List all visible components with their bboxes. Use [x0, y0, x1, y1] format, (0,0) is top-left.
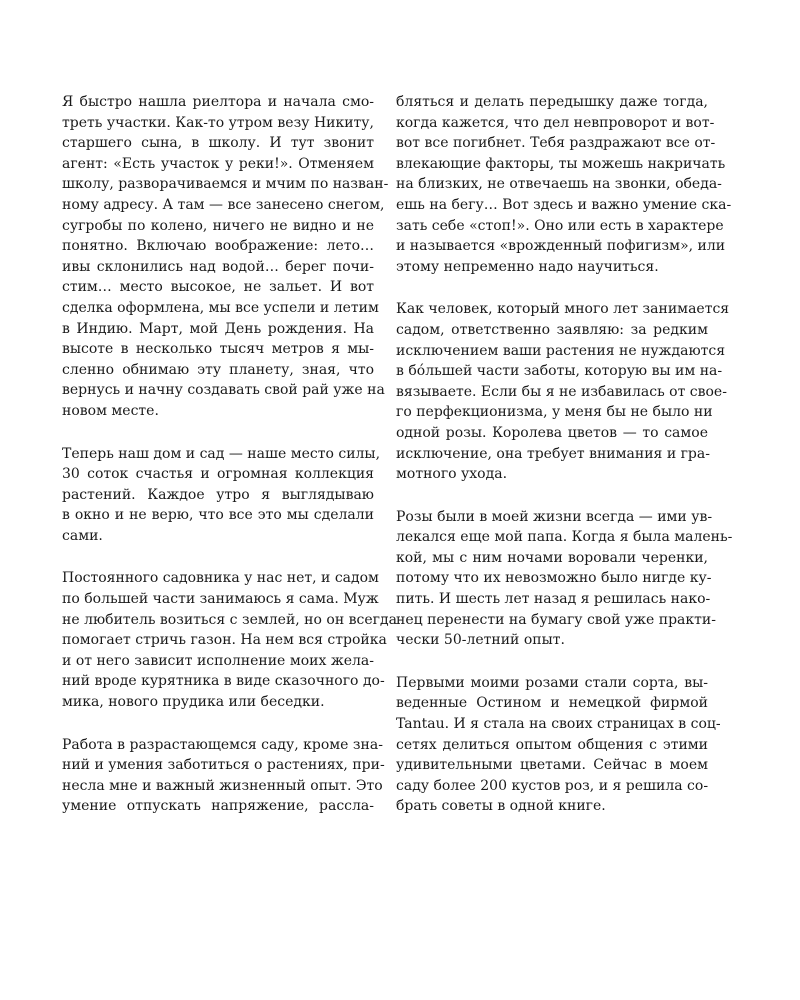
text-line: мика, нового прудика или беседки.: [62, 694, 325, 711]
text-line: понятно. Включаю воображение: лето…: [62, 238, 374, 255]
text-line: сленно обнимаю эту планету, зная, что: [62, 361, 374, 378]
text-line: Работа в разрастающемся саду, кроме зна-: [62, 736, 383, 753]
text-line: зать себе «стоп!». Оно или есть в характере: [396, 217, 724, 234]
paragraph: [396, 92, 732, 277]
text-line: Как человек, который много лет занимается: [396, 301, 730, 318]
text-line: пить. И шесть лет назад я решилась нако-: [396, 591, 711, 608]
text-line: влекающие факторы, ты можешь накричать: [396, 155, 726, 172]
text-line: старшего сына, в школу. И тут звонит: [62, 135, 374, 152]
text-line: на близких, не отвечаешь на звонки, обеда-: [396, 176, 722, 193]
text-line: потому что их невозможно было нигде ку-: [396, 570, 712, 587]
paragraph: [62, 444, 381, 547]
text-line: нец перенести на бумагу свой уже практи-: [396, 611, 716, 628]
text-line: этому непременно надо научиться.: [396, 258, 659, 275]
text-line: помогает стричь газон. На нем вся стройка: [62, 632, 387, 649]
text-line: брать советы в одной книге.: [396, 798, 606, 815]
text-line: Tantau. И я стала на своих страницах в соц-: [396, 716, 721, 733]
left-column: [62, 92, 397, 839]
text-line: новом месте.: [62, 402, 159, 419]
paragraph: [62, 568, 397, 712]
text-line: мотного ухода.: [396, 466, 508, 483]
text-line: когда кажется, что дел невпроворот и вот-: [396, 114, 715, 131]
text-line: ний и умения заботиться о растениях, при-: [62, 757, 385, 774]
text-line: вязываете. Если бы я не избавилась от свое-: [396, 383, 727, 400]
text-line: в окно и не верю, что все это мы сделали: [62, 507, 374, 524]
right-column: [396, 92, 733, 839]
text-line: растений. Каждое утро я выглядываю: [62, 486, 374, 503]
paragraph: [62, 735, 385, 817]
text-line: вот все погибнет. Тебя раздражают все от-: [396, 135, 716, 152]
text-line: ний вроде курятника в виде сказочного до-: [62, 673, 385, 690]
text-line: вернусь и начну создавать свой рай уже на: [62, 382, 385, 399]
text-line: сугробы по колено, ничего не видно и не: [62, 217, 374, 234]
text-line: стим… место высокое, не зальет. И вот: [62, 279, 374, 296]
text-line: кой, мы с ним ночами воровали черенки,: [396, 549, 708, 566]
text-line: удивительными цветами. Сейчас в моем: [396, 757, 708, 774]
text-line: Постоянного садовника у нас нет, и садом: [62, 570, 379, 587]
text-line: исключение, она требует внимания и гра-: [396, 445, 710, 462]
text-line: треть участки. Как-то утром везу Никиту,: [62, 114, 374, 131]
text-line: Теперь наш дом и сад — наше место силы,: [62, 445, 381, 462]
text-line: и называется «врожденный пофигизм», или: [396, 238, 726, 255]
text-line: саду более 200 кустов роз, и я решила со-: [396, 777, 709, 794]
text-line: сетях делиться опытом общения с этими: [396, 736, 708, 753]
text-line: лекался еще мой папа. Когда я была малень-: [396, 529, 733, 546]
text-line: в Индию. Март, мой День рождения. На: [62, 320, 374, 337]
text-line: исключением ваши растения не нуждаются: [396, 342, 726, 359]
text-line: Я быстро нашла риелтора и начала смо-: [62, 94, 374, 110]
text-line: ному адресу. А там — все занесено снегом,: [62, 196, 385, 213]
text-line: садом, ответственно заявляю: за редким: [396, 321, 708, 338]
text-line: агент: «Есть участок у реки!». Отменяем: [62, 155, 374, 172]
text-line: чески 50-летний опыт.: [396, 632, 565, 649]
text-line: бляться и делать передышку даже тогда,: [396, 94, 708, 110]
text-line: высоте в несколько тысяч метров я мы-: [62, 341, 374, 358]
paragraph: [62, 92, 389, 422]
paragraph: [396, 507, 733, 651]
text-line: по большей части занимаюсь я сама. Муж: [62, 591, 379, 608]
text-line: и от него зависит исполнение моих жела-: [62, 652, 374, 669]
paragraph: [396, 299, 730, 484]
text-line: сами.: [62, 527, 103, 544]
paragraph: [396, 673, 721, 817]
text-line: го перфекционизма, у меня бы не было ни: [396, 404, 713, 421]
text-line: ивы склонились над водой… берег почи-: [62, 258, 374, 275]
text-line: одной розы. Королева цветов — то самое: [396, 424, 708, 441]
text-line: веденные Остином и немецкой фирмой: [396, 695, 708, 712]
text-line: несла мне и важный жизненный опыт. Это: [62, 777, 383, 794]
text-line: не любитель возиться с землей, но он всегда: [62, 611, 397, 628]
text-line: ешь на бегу… Вот здесь и важно умение ска-: [396, 196, 732, 213]
text-line: школу, разворачиваемся и мчим по назван-: [62, 176, 389, 193]
text-line: 30 соток счастья и огромная коллекция: [62, 466, 374, 483]
text-line: Первыми моими розами стали сорта, вы-: [396, 674, 708, 691]
text-line: Розы были в моей жизни всегда — ими ув-: [396, 508, 713, 525]
text-line: в бóльшей части заботы, которую вы им на-: [396, 363, 723, 380]
text-line: сделка оформлена, мы все успели и летим: [62, 299, 379, 316]
text-line: умение отпускать напряжение, рассла-: [62, 798, 374, 815]
